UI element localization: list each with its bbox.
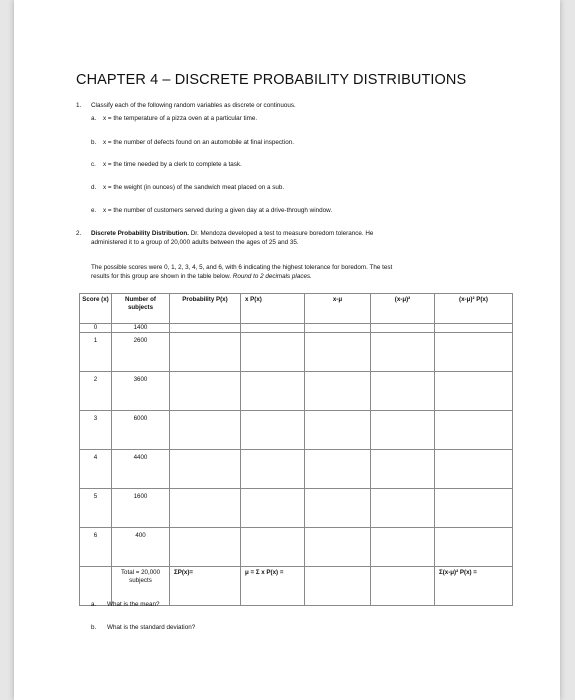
answer-cell[interactable] bbox=[305, 450, 371, 489]
answer-cell[interactable] bbox=[241, 489, 305, 528]
answer-cell[interactable] bbox=[371, 489, 435, 528]
header-squared-deviation: (x-μ)² bbox=[371, 294, 435, 324]
subjects-cell: 400 bbox=[112, 528, 170, 567]
table-row bbox=[80, 450, 513, 489]
followup-a-letter: a. bbox=[91, 601, 97, 608]
score-cell: 4 bbox=[80, 450, 112, 489]
answer-cell[interactable] bbox=[371, 372, 435, 411]
answer-cell[interactable] bbox=[170, 450, 241, 489]
answer-cell[interactable] bbox=[371, 450, 435, 489]
table-header-row bbox=[80, 294, 513, 324]
answer-cell[interactable] bbox=[305, 324, 371, 333]
answer-cell[interactable] bbox=[170, 528, 241, 567]
table-row bbox=[80, 333, 513, 372]
subjects-cell: 1400 bbox=[112, 324, 170, 333]
q1-item-c: x = the time needed by a clerk to complete a task. bbox=[103, 161, 242, 168]
answer-cell[interactable] bbox=[305, 333, 371, 372]
answer-cell[interactable] bbox=[305, 372, 371, 411]
probability-table bbox=[79, 293, 513, 606]
score-cell: 0 bbox=[80, 324, 112, 333]
answer-cell[interactable] bbox=[371, 411, 435, 450]
q2-intro bbox=[91, 229, 373, 238]
followup-mean: What is the mean? bbox=[107, 601, 160, 608]
q1-item-a: x = the temperature of a pizza oven at a particular time. bbox=[103, 115, 258, 122]
variance-formula-cell[interactable]: Σ(x-μ)² P(x) = bbox=[435, 567, 513, 606]
answer-cell[interactable] bbox=[371, 324, 435, 333]
q1-prompt: Classify each of the following random variables as discrete or continuous. bbox=[91, 102, 296, 109]
answer-cell[interactable] bbox=[241, 372, 305, 411]
q2-intro-line2: administered it to a group of 20,000 adults between the ages of 25 and 35. bbox=[91, 239, 299, 246]
table-row bbox=[80, 411, 513, 450]
followup-std-dev: What is the standard deviation? bbox=[107, 624, 196, 631]
table-row bbox=[80, 489, 513, 528]
table-row bbox=[80, 324, 513, 333]
q1-item-b-letter: b. bbox=[91, 139, 97, 146]
header-weighted-squared-deviation: (x-μ)² P(x) bbox=[435, 294, 513, 324]
answer-cell[interactable] bbox=[305, 411, 371, 450]
table-row bbox=[80, 372, 513, 411]
answer-cell[interactable] bbox=[305, 489, 371, 528]
answer-cell[interactable] bbox=[170, 324, 241, 333]
followup-b-letter: b. bbox=[91, 624, 97, 631]
answer-cell[interactable] bbox=[241, 450, 305, 489]
header-xpx: x P(x) bbox=[241, 294, 305, 324]
score-cell: 2 bbox=[80, 372, 112, 411]
answer-cell[interactable] bbox=[435, 528, 513, 567]
header-probability: Probability P(x) bbox=[170, 294, 241, 324]
q1-item-e: x = the number of customers served during a given day at a drive-through window. bbox=[103, 207, 333, 214]
answer-cell[interactable] bbox=[435, 333, 513, 372]
subjects-cell: 4400 bbox=[112, 450, 170, 489]
answer-cell[interactable] bbox=[435, 324, 513, 333]
answer-cell[interactable] bbox=[170, 372, 241, 411]
answer-cell[interactable] bbox=[305, 528, 371, 567]
q1-item-e-letter: e. bbox=[91, 207, 97, 214]
table-row bbox=[80, 528, 513, 567]
score-cell: 5 bbox=[80, 489, 112, 528]
mean-formula-cell[interactable]: μ = Σ x P(x) = bbox=[241, 567, 305, 606]
answer-cell[interactable] bbox=[241, 411, 305, 450]
q1-item-c-letter: c. bbox=[91, 161, 96, 168]
chapter-title: CHAPTER 4 – DISCRETE PROBABILITY DISTRIBUTIONS bbox=[76, 72, 467, 88]
q2-paragraph-line2 bbox=[91, 272, 312, 281]
q1-number: 1. bbox=[76, 102, 82, 109]
total-probability-cell[interactable]: ΣP(x)= bbox=[170, 567, 241, 606]
answer-cell[interactable] bbox=[170, 333, 241, 372]
answer-cell[interactable] bbox=[170, 411, 241, 450]
q1-item-d-letter: d. bbox=[91, 184, 97, 191]
total-subjects-cell: Total = 20,000 subjects bbox=[112, 567, 170, 606]
score-cell: 1 bbox=[80, 333, 112, 372]
answer-cell[interactable] bbox=[435, 450, 513, 489]
answer-cell[interactable] bbox=[435, 489, 513, 528]
q1-item-a-letter: a. bbox=[91, 115, 97, 122]
total-empty-cell bbox=[305, 567, 371, 606]
answer-cell[interactable] bbox=[371, 528, 435, 567]
answer-cell[interactable] bbox=[435, 372, 513, 411]
total-empty-cell bbox=[371, 567, 435, 606]
q2-intro-line1: Dr. Mendoza developed a test to measure boredom tolerance. He bbox=[188, 230, 374, 237]
answer-cell[interactable] bbox=[241, 333, 305, 372]
q1-item-d: x = the weight (in ounces) of the sandwich meat placed on a sub. bbox=[103, 184, 285, 191]
round-note: Round to 2 decimals places. bbox=[232, 273, 312, 280]
header-x-minus-mu: x-μ bbox=[305, 294, 371, 324]
subjects-cell: 1600 bbox=[112, 489, 170, 528]
answer-cell[interactable] bbox=[435, 411, 513, 450]
q2-heading: Discrete Probability Distribution. bbox=[91, 230, 189, 237]
worksheet-page bbox=[14, 0, 560, 700]
score-cell: 3 bbox=[80, 411, 112, 450]
answer-cell[interactable] bbox=[170, 489, 241, 528]
answer-cell[interactable] bbox=[241, 324, 305, 333]
subjects-cell: 2600 bbox=[112, 333, 170, 372]
q1-item-b: x = the number of defects found on an automobile at final inspection. bbox=[103, 139, 294, 146]
header-subjects: Number of subjects bbox=[112, 294, 170, 324]
q2-paragraph-line2-text: results for this group are shown in the table below. bbox=[91, 273, 232, 280]
q2-paragraph-line1: The possible scores were 0, 1, 2, 3, 4, 5, and 6, with 6 indicating the highest tolerance for boredom. The test bbox=[91, 264, 393, 271]
answer-cell[interactable] bbox=[241, 528, 305, 567]
q2-number: 2. bbox=[76, 230, 82, 237]
subjects-cell: 6000 bbox=[112, 411, 170, 450]
score-cell: 6 bbox=[80, 528, 112, 567]
subjects-cell: 3600 bbox=[112, 372, 170, 411]
header-score: Score (x) bbox=[80, 294, 112, 324]
answer-cell[interactable] bbox=[371, 333, 435, 372]
